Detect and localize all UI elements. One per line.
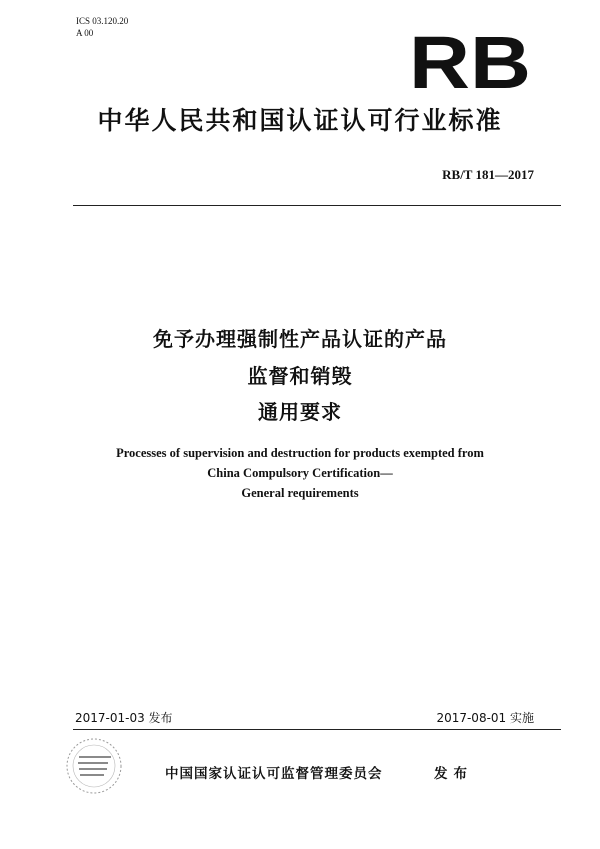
standard-number: RB/T 181—2017 <box>442 167 534 182</box>
issue-date: 2017-01-03 发布 <box>75 711 173 725</box>
rb-logo <box>408 32 532 94</box>
bottom-divider <box>73 729 561 730</box>
publisher-name: 中国国家认证认可监督管理委员会 <box>165 766 383 782</box>
ics-code: ICS 03.120.20 <box>76 16 129 26</box>
english-title-line-1: Processes of supervision and destruction for products exempted from <box>116 446 484 460</box>
english-title-line-3: General requirements <box>241 486 359 500</box>
chinese-title-line-2: 监督和销毁 <box>247 364 353 388</box>
ics-code-block <box>76 15 128 39</box>
publish-label: 发布 <box>434 766 473 782</box>
english-title-line-2: China Compulsory Certification— <box>207 466 393 480</box>
implementation-date: 2017-08-01 实施 <box>436 711 534 725</box>
ccs-code: A 00 <box>76 28 94 38</box>
top-divider <box>73 205 561 206</box>
organization-title: 中华人民共和国认证认可行业标准 <box>97 106 503 135</box>
chinese-title-line-1: 免予办理强制性产品认证的产品 <box>153 327 447 351</box>
rb-logo-text: RB <box>409 32 531 94</box>
chinese-title-line-3: 通用要求 <box>258 400 342 424</box>
anti-counterfeit-stamp <box>64 736 124 796</box>
